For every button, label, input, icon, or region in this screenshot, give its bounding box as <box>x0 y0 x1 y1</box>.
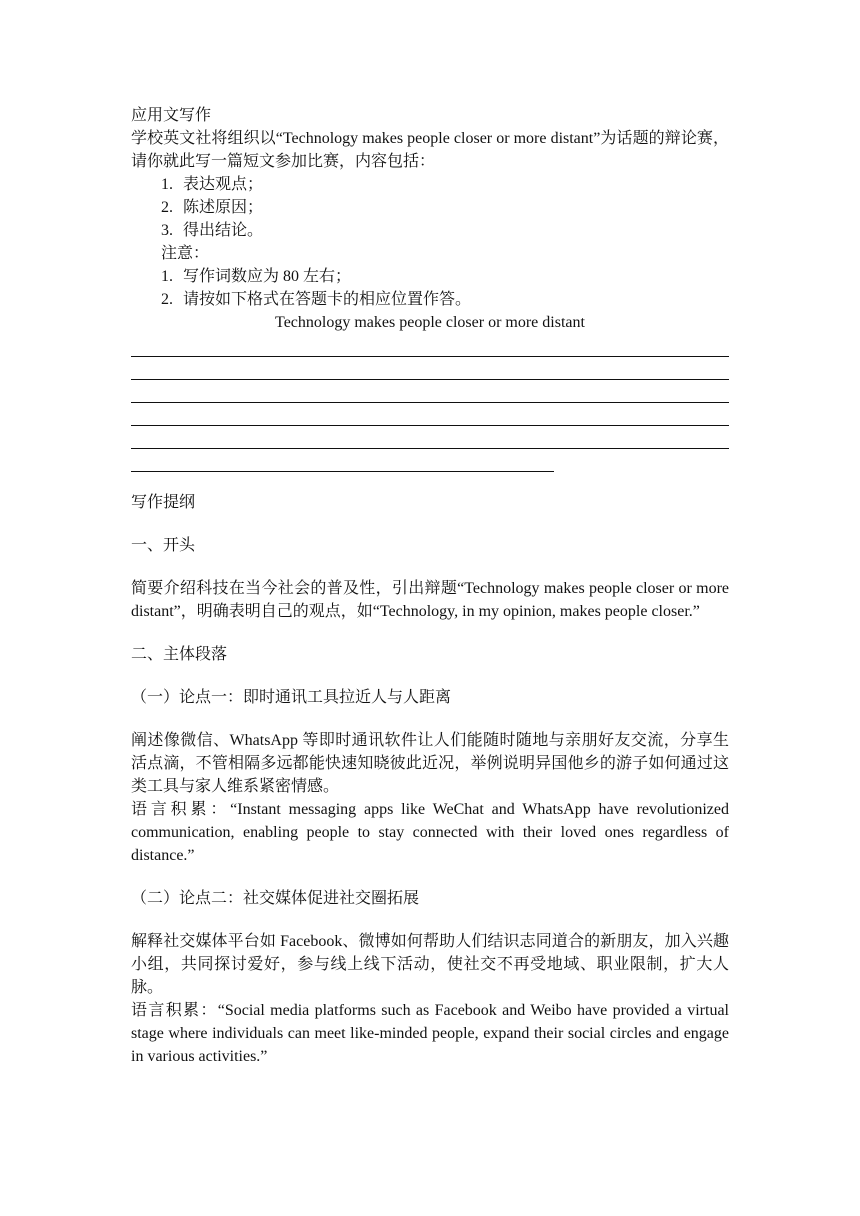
list-text: 得出结论。 <box>183 222 264 239</box>
list-item <box>131 219 729 242</box>
list-text: 请按如下格式在答题卡的相应位置作答。 <box>183 291 472 308</box>
document-content <box>131 104 729 1068</box>
list-item <box>131 265 729 288</box>
list-text: 表达观点； <box>183 176 264 193</box>
content-list <box>131 173 729 242</box>
list-number: 1. <box>161 176 173 193</box>
list-text: 写作词数应为 80 左右； <box>183 268 352 285</box>
notes-list <box>131 265 729 311</box>
answer-line <box>131 403 729 426</box>
essay-title: Technology makes people closer or more distant <box>275 314 585 331</box>
answer-line <box>131 334 729 357</box>
list-number: 2. <box>161 291 173 308</box>
answer-line <box>131 380 729 403</box>
point1-heading: （一）论点一：即时通讯工具拉近人与人距离 <box>131 689 452 706</box>
list-item <box>131 173 729 196</box>
body-heading: 二、主体段落 <box>131 646 228 663</box>
point2-phrase: 语言积累：“Social media platforms such as Facebook and Weibo have provided a virtual stage where individuals can meet like-minded people, expand their social circles and engage in various activities.” <box>131 1002 729 1065</box>
point1-phrase: 语言积累：“Instant messaging apps like WeChat and WhatsApp have revolutionized communication, enabling people to stay connected with their loved ones regardless of distance.” <box>131 801 729 864</box>
list-number: 2. <box>161 199 173 216</box>
outline-heading: 写作提纲 <box>131 494 196 511</box>
opening-heading: 一、开头 <box>131 537 196 554</box>
answer-line <box>131 357 729 380</box>
list-number: 1. <box>161 268 173 285</box>
point1-text: 阐述像微信、WhatsApp 等即时通讯软件让人们能随时随地与亲朋好友交流，分享生活点滴，不管相隔多远都能快速知晓彼此近况，举例说明异国他乡的游子如何通过这类工具与家人维系紧密情感。 <box>131 732 729 795</box>
list-item <box>131 196 729 219</box>
notes-label: 注意： <box>161 245 210 262</box>
list-number: 3. <box>161 222 173 239</box>
answer-lines <box>131 334 729 472</box>
answer-line <box>131 426 729 449</box>
answer-line <box>131 449 554 472</box>
point2-heading: （二）论点二：社交媒体促进社交圈拓展 <box>131 890 420 907</box>
point2-text: 解释社交媒体平台如 Facebook、微博如何帮助人们结识志同道合的新朋友，加入兴趣小组，共同探讨爱好，参与线上线下活动，使社交不再受地域、职业限制，扩大人脉。 <box>131 933 729 996</box>
list-item <box>131 288 729 311</box>
section-heading: 应用文写作 <box>131 107 212 124</box>
opening-text: 简要介绍科技在当今社会的普及性，引出辩题“Technology makes people closer or more distant”，明确表明自己的观点，如“Technology, in my opinion, makes people closer.” <box>131 580 729 620</box>
task-prompt: 学校英文社将组织以“Technology makes people closer or more distant”为话题的辩论赛，请你就此写一篇短文参加比赛，内容包括： <box>131 130 729 170</box>
list-text: 陈述原因； <box>183 199 264 216</box>
